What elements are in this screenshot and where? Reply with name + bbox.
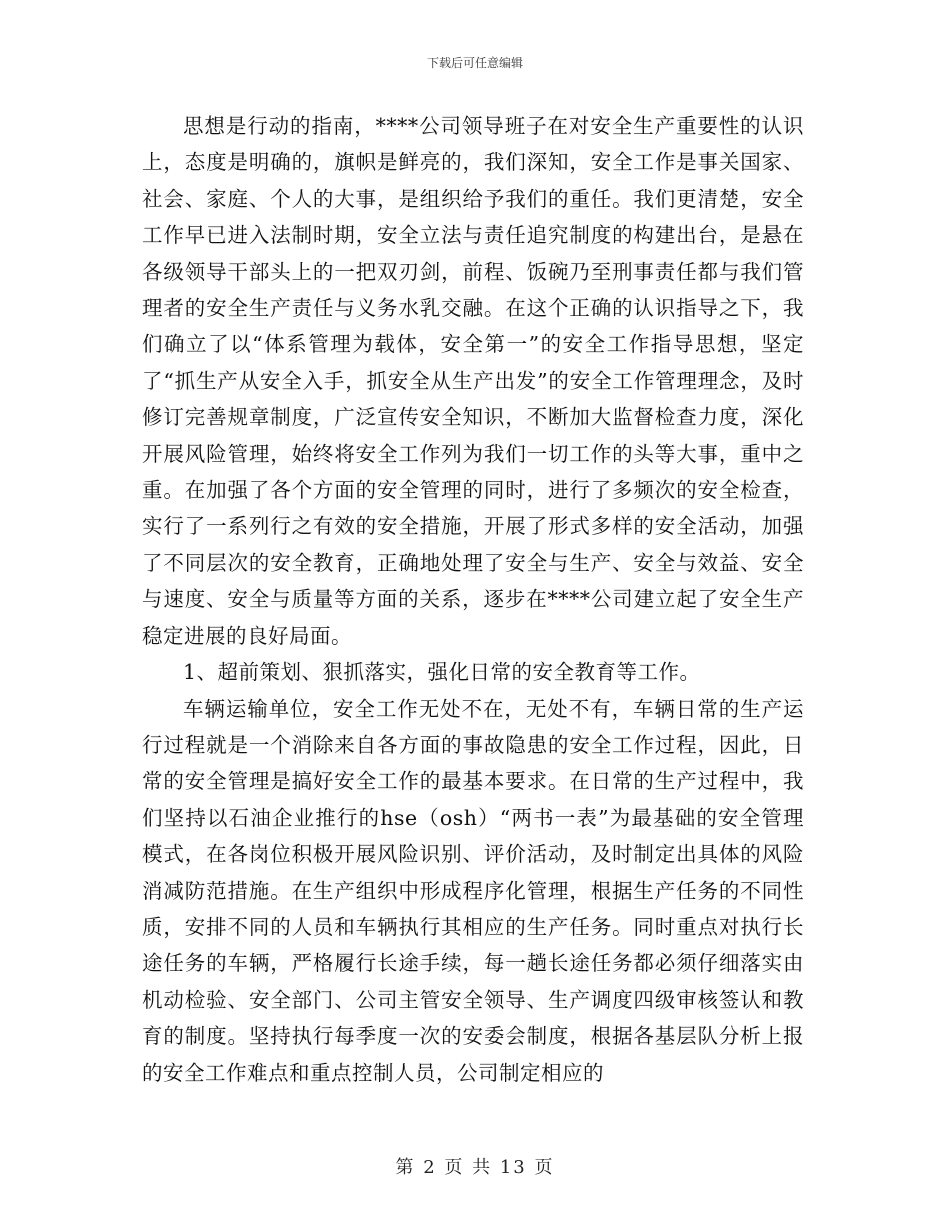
page-number: 第 2 页 共 13 页 bbox=[395, 1157, 555, 1178]
page-header: 下载后可任意编辑 bbox=[426, 56, 523, 70]
document-body bbox=[142, 108, 804, 1091]
section-heading-daily-safety: 1、超前策划、狠抓落实，强化日常的安全教育等工作。 bbox=[183, 660, 701, 685]
paragraph-vehicle-transport: 车辆运输单位，安全工作无处不在，无处不有，车辆日常的生产运行过程就是一个消除来自各方面的事故隐患的安全工作过程，因此，日常的安全管理是搞好安全工作的最基本要求。在日常的生产过程中，我们坚持以石油企业推行的hse（osh）“两书一表”为最基础的安全管理模式，在各岗位积极开展风险识别、评价活动，及时制定出具体的风险消减防范措施。在生产组织中形成程序化管理，根据生产任务的不同性质，安排不同的人员和车辆执行其相应的生产任务。同时重点对执行长途任务的车辆，严格履行长途手续，每一趟长途任务都必须仔细落实由机动检验、安全部门、公司主管安全领导、生产调度四级审核签认和教育的制度。坚持执行每季度一次的安委会制度，根据各基层队分析上报的安全工作难点和重点控制人员，公司制定相应的 bbox=[142, 696, 804, 1085]
paragraph-safety-philosophy: 思想是行动的指南，****公司领导班子在对安全生产重要性的认识上，态度是明确的，旗帜是鲜亮的，我们深知，安全工作是事关国家、社会、家庭、个人的大事，是组织给予我们的重任。我们更清楚，安全工作早已进入法制时期，安全立法与责任追究制度的构建出台，是悬在各级领导干部头上的一把双刃剑，前程、饭碗乃至刑事责任都与我们管理者的安全生产责任与义务水乳交融。在这个正确的认识指导之下，我们确立了以“体系管理为载体，安全第一”的安全工作指导思想，坚定了“抓生产从安全入手，抓安全从生产出发”的安全工作管理理念，及时修订完善规章制度，广泛宣传安全知识，不断加大监督检查力度，深化开展风险管理，始终将安全工作列为我们一切工作的头等大事，重中之重。在加强了各个方面的安全管理的同时，进行了多频次的安全检查，实行了一系列行之有效的安全措施，开展了形式多样的安全活动，加强了不同层次的安全教育，正确地处理了安全与生产、安全与效益、安全与速度、安全与质量等方面的关系，逐步在****公司建立起了安全生产稳定进展的良好局面。 bbox=[142, 114, 804, 648]
